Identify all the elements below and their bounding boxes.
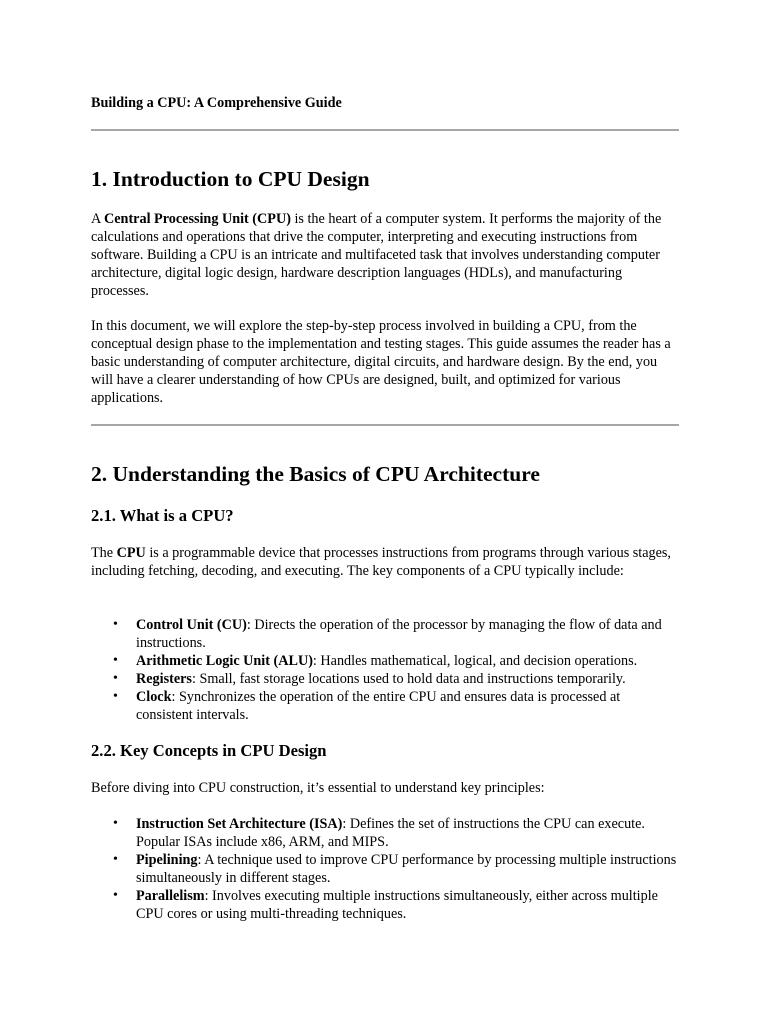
cpu-components-list [91, 616, 679, 724]
key-concepts-list [91, 815, 679, 923]
bullet-icon: • [113, 888, 118, 903]
bullet-icon: • [113, 816, 118, 831]
bullet-icon: • [113, 671, 118, 686]
list-item-term: Instruction Set Architecture (ISA) [136, 816, 343, 832]
subsection-2-1-heading: 2.1. What is a CPU? [91, 506, 234, 525]
paragraph-lead: A [91, 211, 105, 227]
list-item-term: Pipelining [136, 852, 198, 868]
list-item-term: Parallelism [136, 888, 205, 904]
subsection-2-1-intro [91, 544, 679, 580]
list-item [91, 887, 679, 923]
subsection-2-2-heading: 2.2. Key Concepts in CPU Design [91, 741, 327, 760]
list-item-term: Clock [136, 689, 172, 705]
list-item [91, 688, 679, 724]
paragraph-text: is the heart of a computer system. It performs the majority of the calculations and operations that drive the computer, interpreting and executing instructions from software. Building a CPU is an intricate and multifaceted task that involves understanding computer architecture, digital logic design, hardware description languages (HDLs), and manufacturing processes. [91, 211, 662, 299]
document-title: Building a CPU: A Comprehensive Guide [91, 95, 342, 111]
list-item-term: Registers [136, 671, 192, 687]
list-item-term: Control Unit (CU) [136, 617, 247, 633]
paragraph-lead: The [91, 545, 117, 561]
list-item-text: : Synchronizes the operation of the entire CPU and ensures data is processed at consistent intervals. [136, 689, 621, 723]
term-cpu-full: Central Processing Unit (CPU) [104, 211, 291, 227]
list-item-text: : Handles mathematical, logical, and decision operations. [312, 653, 638, 669]
list-item [91, 616, 679, 652]
subsection-2-2-intro: Before diving into CPU construction, it’s essential to understand key principles: [91, 780, 545, 796]
list-item-text: : Small, fast storage locations used to hold data and instructions temporarily. [191, 671, 626, 687]
list-item [91, 851, 679, 887]
list-item-text: : A technique used to improve CPU performance by processing multiple instructions simultaneously in different stages. [136, 852, 677, 886]
list-item-text: : Defines the set of instructions the CPU can execute. Popular ISAs include x86, ARM, and MIPS. [136, 816, 645, 850]
bullet-icon: • [113, 852, 118, 867]
bullet-icon: • [113, 617, 118, 632]
section-2-heading: 2. Understanding the Basics of CPU Architecture [91, 462, 540, 486]
list-item [91, 670, 679, 688]
list-item-text: : Directs the operation of the processor by managing the flow of data and instructions. [136, 617, 662, 651]
list-item-term: Arithmetic Logic Unit (ALU) [136, 653, 313, 669]
section-1-paragraph-1 [91, 210, 679, 300]
bullet-icon: • [113, 689, 118, 704]
list-item-text: : Involves executing multiple instructions simultaneously, either across multiple CPU cores or using multi-threading techniques. [136, 888, 658, 922]
list-item [91, 815, 679, 851]
horizontal-rule [91, 129, 679, 131]
bullet-icon: • [113, 653, 118, 668]
horizontal-rule [91, 424, 679, 426]
section-1-paragraph-2: In this document, we will explore the step-by-step process involved in building a CPU, from the conceptual design phase to the implementation and testing stages. This guide assumes the reader has a basic understanding of computer architecture, digital circuits, and hardware design. By the end, you will have a clearer understanding of how CPUs are designed, built, and optimized for various applications. [91, 318, 671, 406]
term-cpu: CPU [116, 545, 146, 561]
list-item [91, 652, 679, 670]
section-1-heading: 1. Introduction to CPU Design [91, 167, 370, 191]
paragraph-text: is a programmable device that processes instructions from programs through various stages, including fetching, decoding, and executing. The key components of a CPU typically include: [91, 545, 671, 579]
